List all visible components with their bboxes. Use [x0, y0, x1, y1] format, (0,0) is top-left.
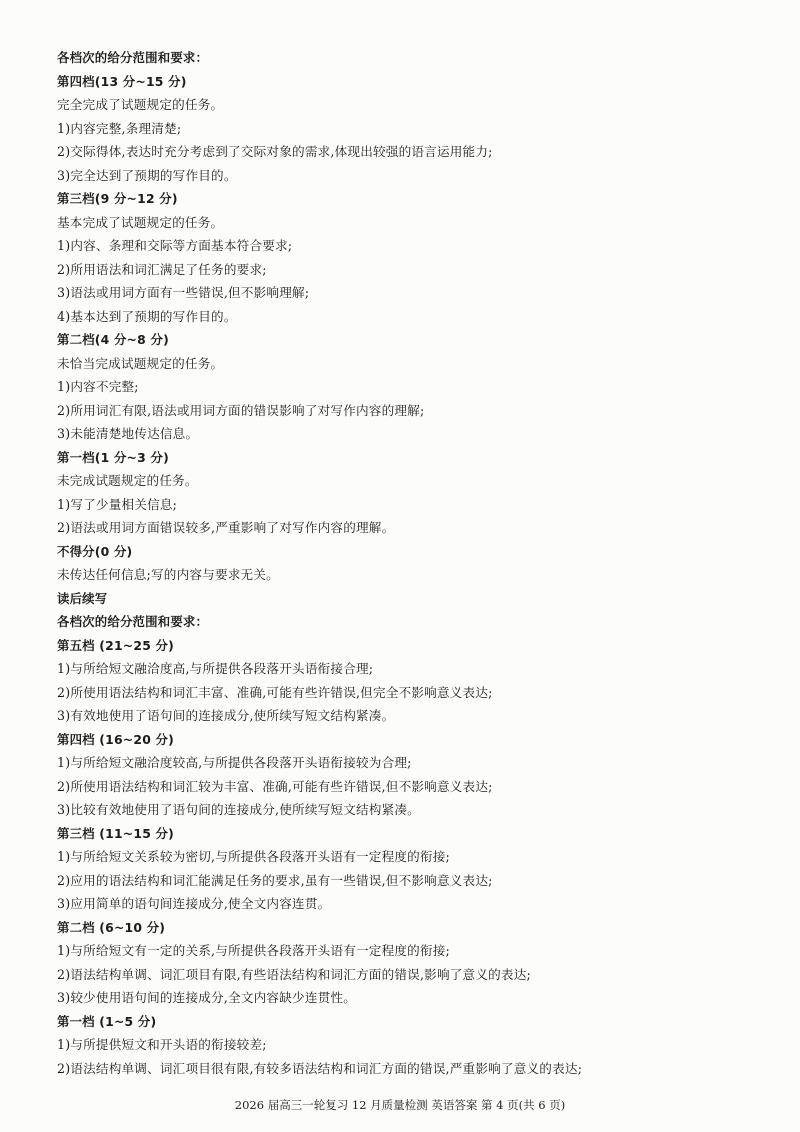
text-line: 3)未能清楚地传达信息。: [57, 426, 199, 441]
text-line: 未传达任何信息;写的内容与要求无关。: [57, 567, 279, 582]
text-line: 3)比较有效地使用了语句间的连接成分,使所续写短文结构紧凑。: [57, 802, 420, 817]
section-heading: 读后续写: [57, 590, 108, 606]
text-line: 1)写了少量相关信息;: [57, 496, 178, 512]
text-line: 3)有效地使用了语句间的连接成分,使所续写短文结构紧凑。: [57, 708, 395, 723]
text-line: 完全完成了试题规定的任务。: [57, 97, 224, 112]
section-heading: 第三档(9 分~12 分): [57, 191, 178, 206]
section-heading: 不得分(0 分): [57, 543, 133, 559]
section-heading: 第二档 (6~10 分): [57, 919, 166, 935]
text-line: 2)语法结构单调、词汇项目有限,有些语法结构和词汇方面的错误,影响了意义的表达;: [57, 966, 531, 982]
text-line: 4)基本达到了预期的写作目的。: [57, 308, 237, 324]
section-heading: 第四档 (16~20 分): [57, 731, 174, 747]
text-line: 基本完成了试题规定的任务。: [57, 214, 224, 230]
text-line: 1)内容完整,条理清楚;: [57, 120, 182, 136]
text-line: 2)应用的语法结构和词汇能满足任务的要求,虽有一些错误,但不影响意义表达;: [57, 872, 493, 888]
section-heading: 第四档(13 分~15 分): [57, 73, 187, 89]
text-line: 3)语法或用词方面有一些错误,但不影响理解;: [57, 285, 310, 300]
text-line: 3)应用简单的语句间连接成分,使全文内容连贯。: [57, 896, 331, 911]
text-line: 2)交际得体,表达时充分考虑到了交际对象的需求,体现出较强的语言运用能力;: [57, 144, 493, 159]
text-line: 2)语法结构单调、词汇项目很有限,有较多语法结构和词汇方面的错误,严重影响了意义的表达;: [57, 1060, 583, 1076]
text-line: 未恰当完成试题规定的任务。: [57, 355, 224, 371]
text-line: 1)内容、条理和交际等方面基本符合要求;: [57, 238, 293, 253]
text-line: 2)所用语法和词汇满足了任务的要求;: [57, 261, 267, 277]
text-line: 2)语法或用词方面错误较多,严重影响了对写作内容的理解。: [57, 520, 395, 535]
section-heading: 各档次的给分范围和要求：: [57, 50, 209, 65]
text-line: 1)与所提供短文和开头语的衔接较差;: [57, 1037, 267, 1052]
text-line: 2)所使用语法结构和词汇丰富、准确,可能有些许错误,但完全不影响意义表达;: [57, 684, 493, 700]
text-line: 3)较少使用语句间的连接成分,全文内容缺少连贯性。: [57, 990, 356, 1005]
text-line: 2)所使用语法结构和词汇较为丰富、准确,可能有些许错误,但不影响意义表达;: [57, 778, 493, 794]
text-line: 1)内容不完整;: [57, 379, 139, 394]
text-line: 未完成试题规定的任务。: [57, 473, 198, 488]
section-heading: 第二档(4 分~8 分): [57, 332, 169, 347]
section-heading: 各档次的给分范围和要求：: [57, 614, 209, 629]
text-line: 1)与所给短文关系较为密切,与所提供各段落开头语有一定程度的衔接;: [57, 849, 450, 864]
page-footer: 2026 届高三一轮复习 12 月质量检测 英语答案 第 4 页(共 6 页): [234, 1098, 566, 1112]
section-heading: 第一档 (1~5 分): [57, 1013, 157, 1029]
text-line: 3)完全达到了预期的写作目的。: [57, 167, 237, 183]
document-body: [57, 46, 777, 1080]
section-heading: 第三档 (11~15 分): [57, 825, 174, 841]
text-line: 1)与所给短文融洽度高,与所提供各段落开头语衔接合理;: [57, 661, 374, 676]
text-line: 1)与所给短文有一定的关系,与所提供各段落开头语有一定程度的衔接;: [57, 943, 450, 958]
text-line: 1)与所给短文融洽度较高,与所提供各段落开头语衔接较为合理;: [57, 755, 412, 770]
text-line: 2)所用词汇有限,语法或用词方面的错误影响了对写作内容的理解;: [57, 402, 425, 418]
section-heading: 第一档(1 分~3 分): [57, 449, 169, 465]
section-heading: 第五档 (21~25 分): [57, 637, 174, 653]
